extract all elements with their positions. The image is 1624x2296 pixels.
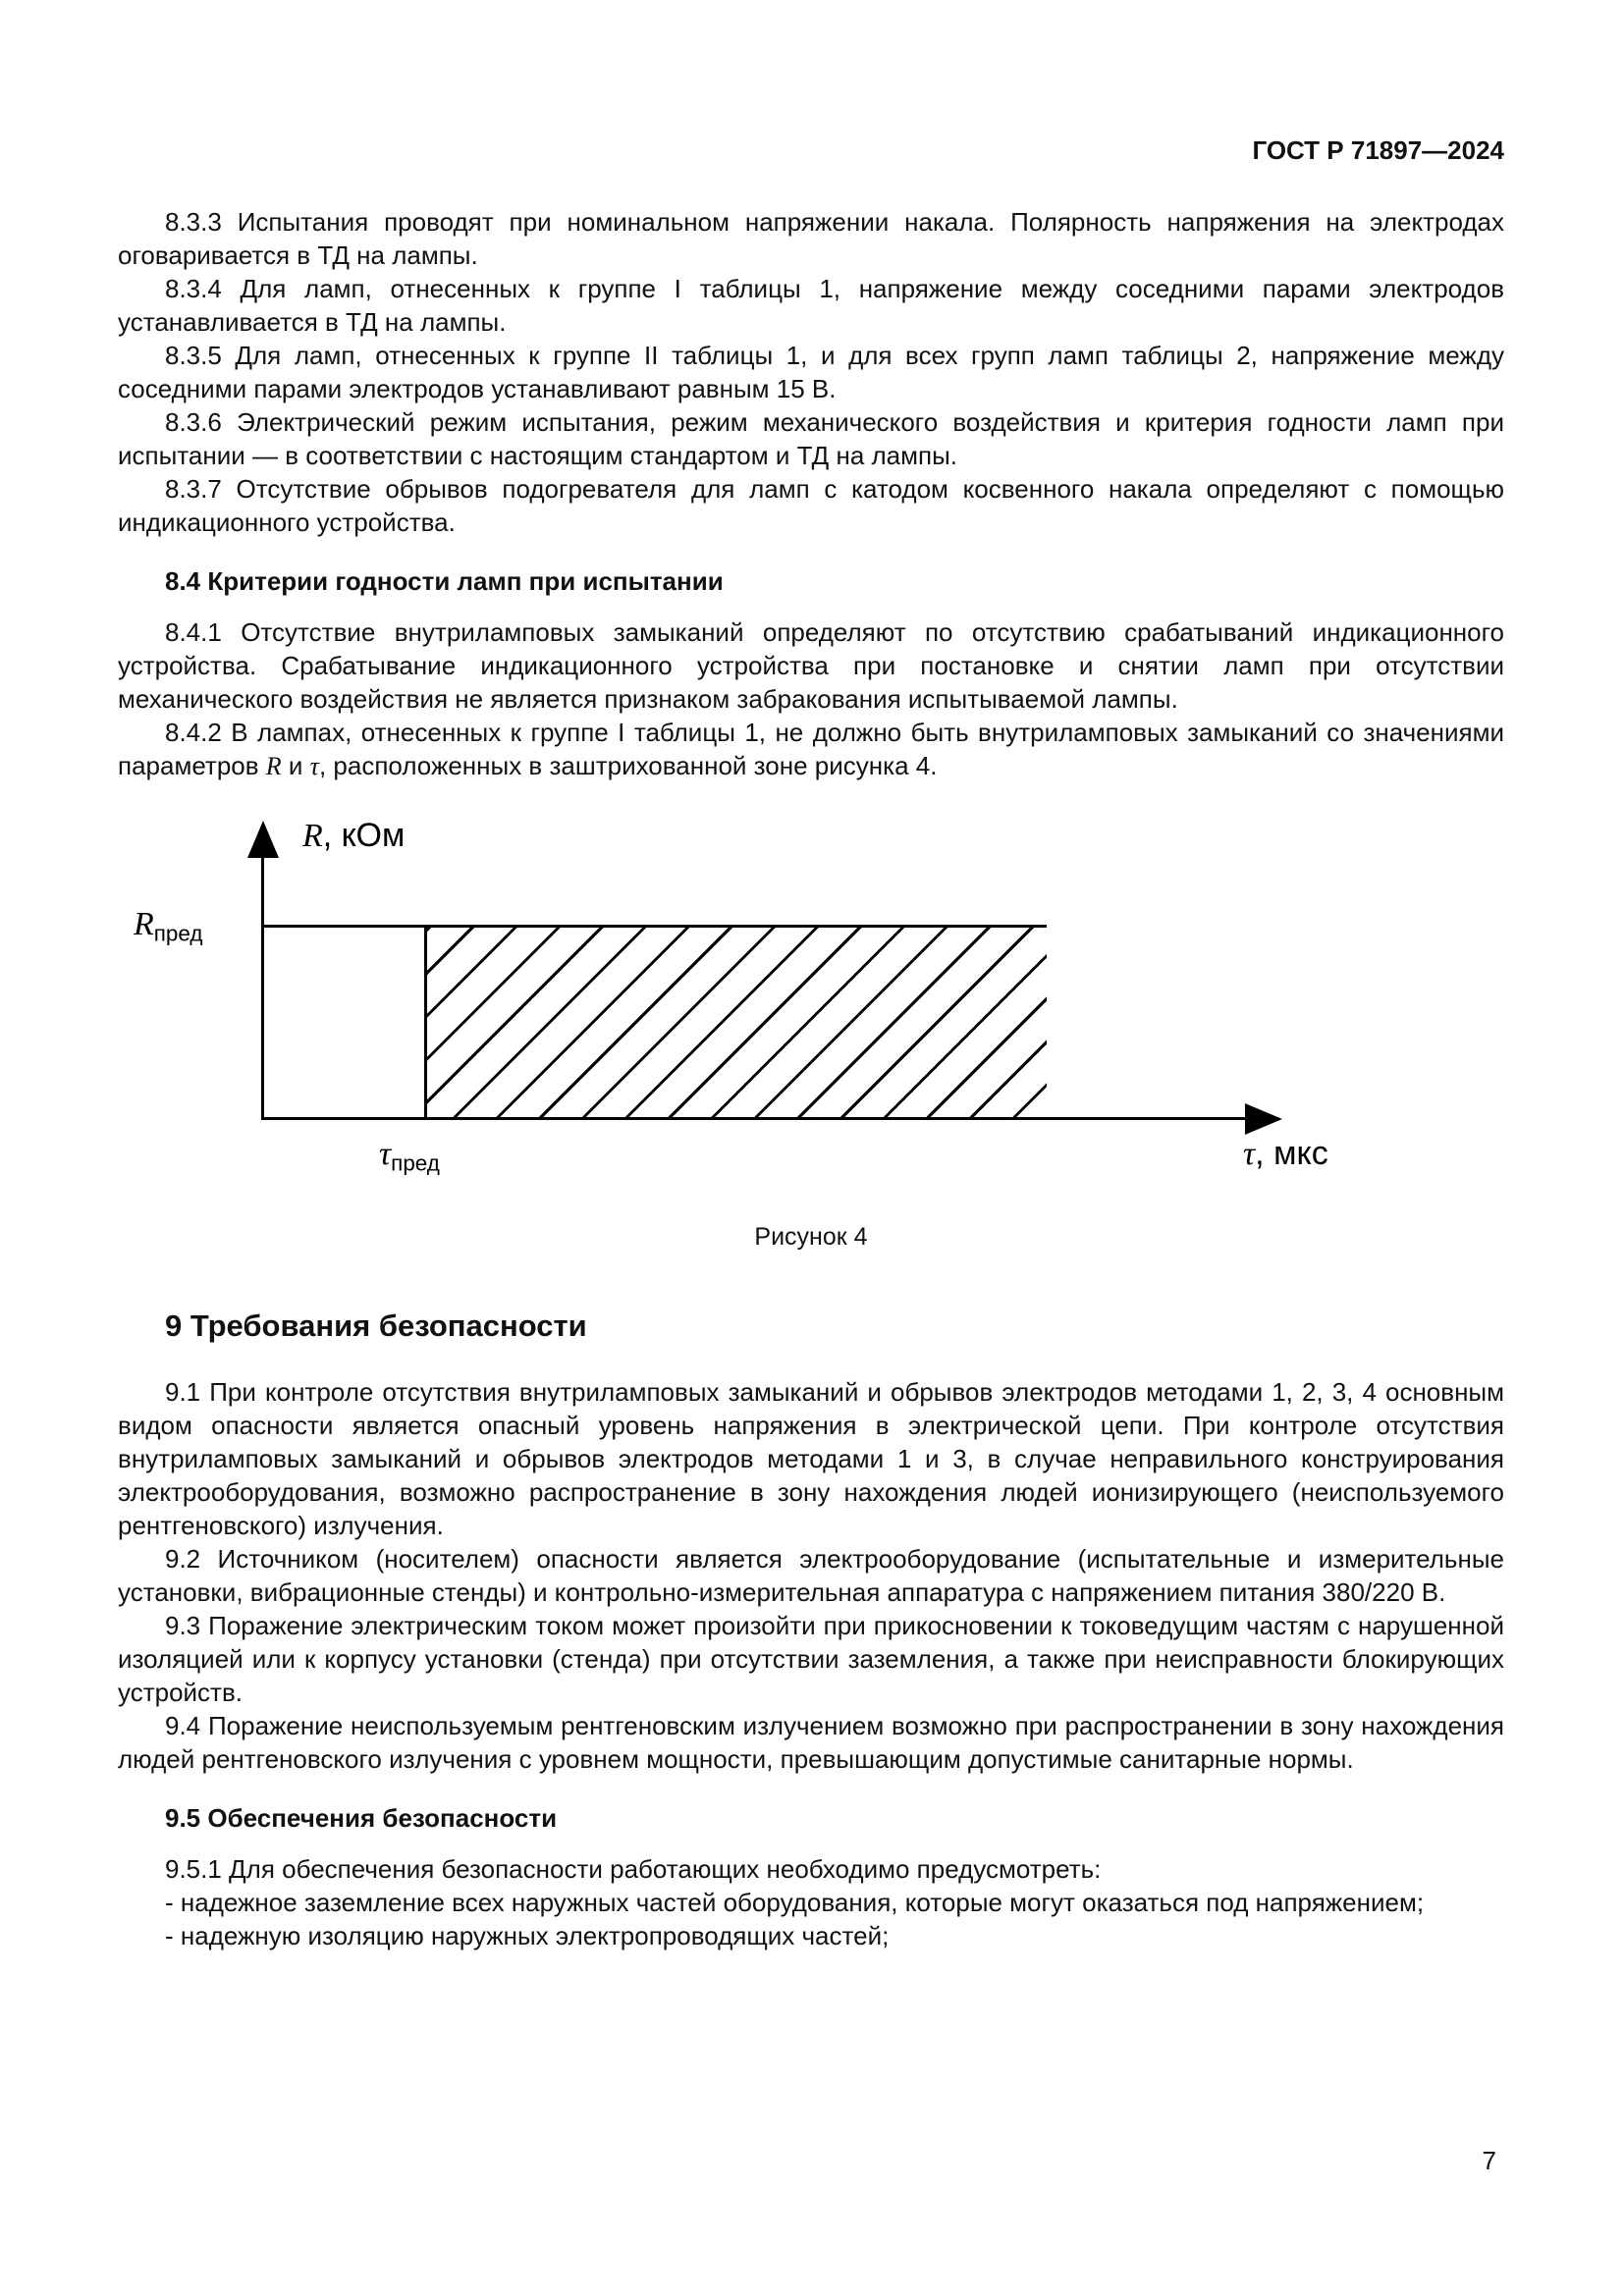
paragraph-8-4-2-text: , расположенных в заштрихованной зоне рисунка 4. — [318, 751, 938, 780]
r-limit-label: $R_{пред}$ — [134, 906, 203, 946]
paragraph-9-1: 9.1 При контроле отсутствия внутриламповых замыканий и обрывов электродов методами 1, 2, 3, 4 основным видом опасности является опасный уровень напряжения в электрической цепи. При контроле отсутствия внутриламповых замыканий и обрывов электродов методами 1 и 3, в случае неправильного конструирования электрооборудования, возможно распространение в зону нахождения людей ионизирующего (неиспользуемого рентгеновского) излучения. — [118, 1377, 1504, 1540]
figure-4-plot — [118, 817, 1504, 1207]
list-item-insulation: - надежную изоляцию наружных электропроводящих частей; — [165, 1921, 890, 1950]
figure-caption: Рисунок 4 — [754, 1223, 868, 1251]
paragraph-8-3-6: 8.3.6 Электрический режим испытания, режим механического воздействия и критерия годности ламп при испытании — в соответствии с настоящим стандартом и ТД на лампы. — [118, 407, 1504, 470]
paragraph-8-4-2 — [118, 716, 1504, 783]
hatched-rejection-zone — [424, 928, 1047, 1117]
paragraph-9-2: 9.2 Источником (носителем) опасности является электрооборудование (испытательные и измерительные установки, вибрационные стенды) и контрольно-измерительная аппаратура с напряжением питания 380/220 В. — [118, 1544, 1504, 1607]
heading-9: 9 Требования безопасности — [165, 1308, 587, 1343]
y-axis-line — [261, 848, 264, 1120]
y-axis-label: R, кОм — [302, 817, 406, 854]
paragraph-8-4-2-text: и — [281, 751, 310, 780]
heading-9-5: 9.5 Обеспечения безопасности — [165, 1803, 558, 1833]
symbol-tau: τ — [309, 752, 319, 780]
x-axis-arrow-icon — [1245, 1103, 1282, 1135]
x-axis-line — [261, 1117, 1248, 1120]
paragraph-8-3-5: 8.3.5 Для ламп, отнесенных к группе II таблицы 1, и для всех групп ламп таблицы 2, напряжение между соседними парами электродов устанавливают равным 15 В. — [118, 341, 1504, 403]
paragraph-8-3-7: 8.3.7 Отсутствие обрывов подогревателя для ламп с катодом косвенного накала определяют с помощью индикационного устройства. — [118, 474, 1504, 537]
paragraph-8-3-4: 8.3.4 Для ламп, отнесенных к группе I таблицы 1, напряжение между соседними парами электродов устанавливается в ТД на лампы. — [118, 274, 1504, 337]
paragraph-8-4-2-text: 8.4.2 В лампах, отнесенных к группе I таблицы 1, не должно быть внутриламповых замыканий со значениями параметров — [118, 718, 1504, 780]
paragraph-8-4-1: 8.4.1 Отсутствие внутриламповых замыканий определяют по отсутствию срабатываний индикационного устройства. Срабатывание индикационного устройства при постановке и снятии ламп при отсутствии механического воздействия не является признаком забракования испытываемой лампы. — [118, 617, 1504, 714]
paragraph-9-4: 9.4 Поражение неиспользуемым рентгеновским излучением возможно при распространении в зону нахождения людей рентгеновского излучения с уровнем мощности, превышающим допустимые санитарные нормы. — [118, 1711, 1504, 1774]
paragraph-9-3: 9.3 Поражение электрическим током может произойти при прикосновении к токоведущим частям с нарушенной изоляцией или к корпусу установки (стенда) при отсутствии заземления, а также при неисправности блокирующих устройств. — [118, 1611, 1504, 1707]
tau-limit-label: $\tau_{пред}$ — [379, 1136, 440, 1176]
page-number: 7 — [1482, 2146, 1496, 2175]
list-item-grounding: - надежное заземление всех наружных частей оборудования, которые могут оказаться под напряжением; — [165, 1888, 1425, 1917]
symbol-R: R — [265, 752, 282, 780]
paragraph-8-3-3: 8.3.3 Испытания проводят при номинальном напряжении накала. Полярность напряжения на электродах оговаривается в ТД на лампы. — [118, 207, 1504, 270]
x-axis-label: τ, мкс — [1243, 1135, 1328, 1172]
paragraph-9-5-1: 9.5.1 Для обеспечения безопасности работающих необходимо предусмотреть: — [165, 1854, 1102, 1884]
heading-8-4: 8.4 Критерии годности ламп при испытании — [165, 566, 724, 596]
doc-number-header: ГОСТ Р 71897—2024 — [1252, 135, 1504, 165]
